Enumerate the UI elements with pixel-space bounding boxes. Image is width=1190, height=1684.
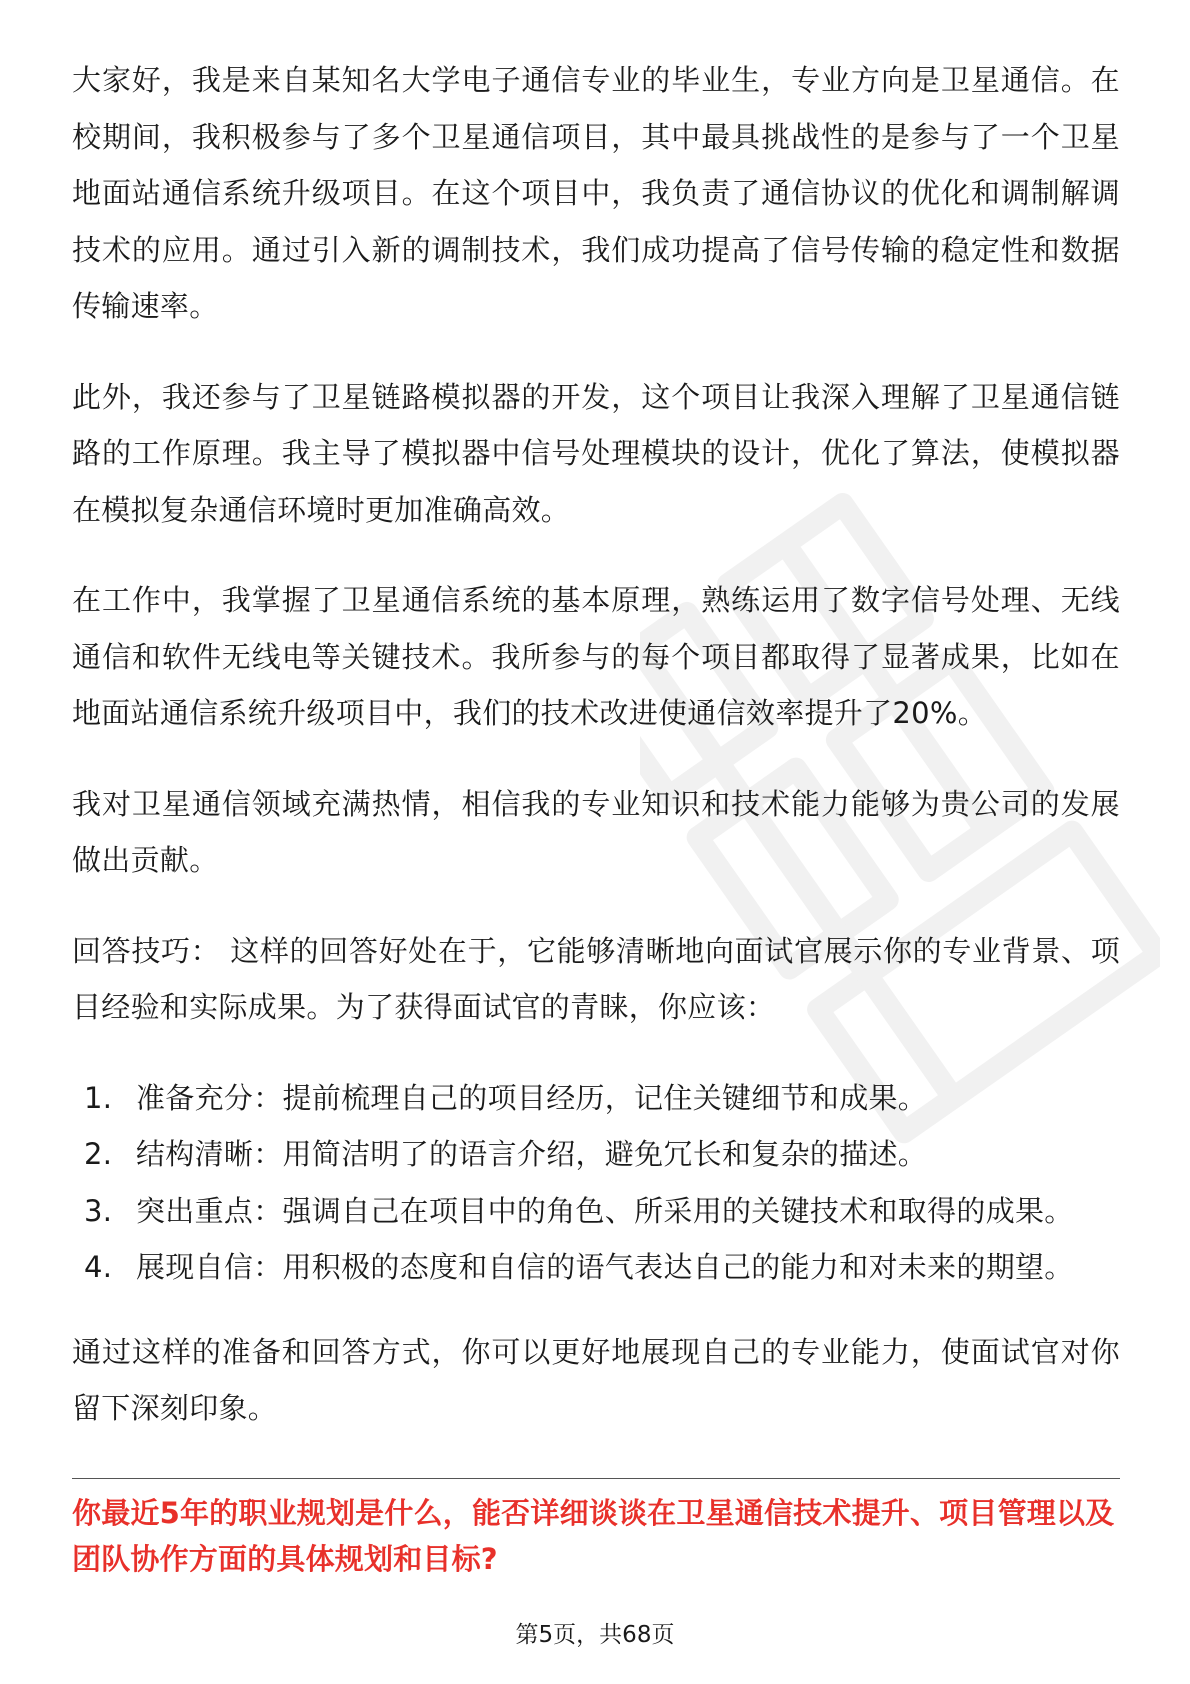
answer-paragraph-4: 我对卫星通信领域充满热情，相信我的专业知识和技术能力能够为贵公司的发展做出贡献。 <box>72 786 1120 877</box>
list-text: 展现自信：用积极的态度和自信的语气表达自己的能力和对未来的期望。 <box>136 1250 1074 1284</box>
list-number: 1. <box>84 1080 113 1115</box>
document-body <box>72 52 1120 1471</box>
answer-paragraph-1: 大家好，我是来自某知名大学电子通信专业的毕业生，专业方向是卫星通信。在校期间，我积极参与了多个卫星通信项目，其中最具挑战性的是参与了一个卫星地面站通信系统升级项目。在这个项目中，我负责了通信协议的优化和调制解调技术的应用。通过引入新的调制技术，我们成功提高了信号传输的稳定性和数据传输速率。 <box>72 63 1120 323</box>
next-question-heading: 你最近5年的职业规划是什么，能否详细谈谈在卫星通信技术提升、项目管理以及团队协作方面的具体规划和目标? <box>72 1496 1115 1576</box>
page-footer: 第5页，共68页 <box>515 1622 675 1648</box>
tips-list <box>72 1070 1120 1296</box>
list-text: 突出重点：强调自己在项目中的角色、所采用的关键技术和取得的成果。 <box>136 1193 1074 1228</box>
list-item <box>72 1070 1120 1127</box>
list-text: 准备充分：提前梳理自己的项目经历，记住关键细节和成果。 <box>136 1080 928 1115</box>
answer-paragraph-2: 此外，我还参与了卫星链路模拟器的开发，这个项目让我深入理解了卫星通信链路的工作原理。我主导了模拟器中信号处理模块的设计，优化了算法，使模拟器在模拟复杂通信环境时更加准确高效。 <box>72 379 1120 527</box>
list-number: 2. <box>84 1137 113 1171</box>
section-divider <box>72 1478 1120 1479</box>
list-text: 结构清晰：用简洁明了的语言介绍，避免冗长和复杂的描述。 <box>136 1137 928 1171</box>
answer-paragraph-3: 在工作中，我掌握了卫星通信系统的基本原理，熟练运用了数字信号处理、无线通信和软件无线电等关键技术。我所参与的每个项目都取得了显著成果，比如在地面站通信系统升级项目中，我们的技术改进使通信效率提升了20%。 <box>72 583 1120 730</box>
list-number: 3. <box>84 1193 113 1228</box>
list-item <box>72 1126 1120 1183</box>
list-item <box>72 1239 1120 1296</box>
closing-paragraph: 通过这样的准备和回答方式，你可以更好地展现自己的专业能力，使面试官对你留下深刻印象。 <box>72 1334 1120 1425</box>
tips-intro-paragraph: 回答技巧： 这样的回答好处在于，它能够清晰地向面试官展示你的专业背景、项目经验和实际成果。为了获得面试官的青睐，你应该： <box>72 933 1120 1024</box>
list-number: 4. <box>84 1250 113 1284</box>
list-item <box>72 1183 1120 1240</box>
